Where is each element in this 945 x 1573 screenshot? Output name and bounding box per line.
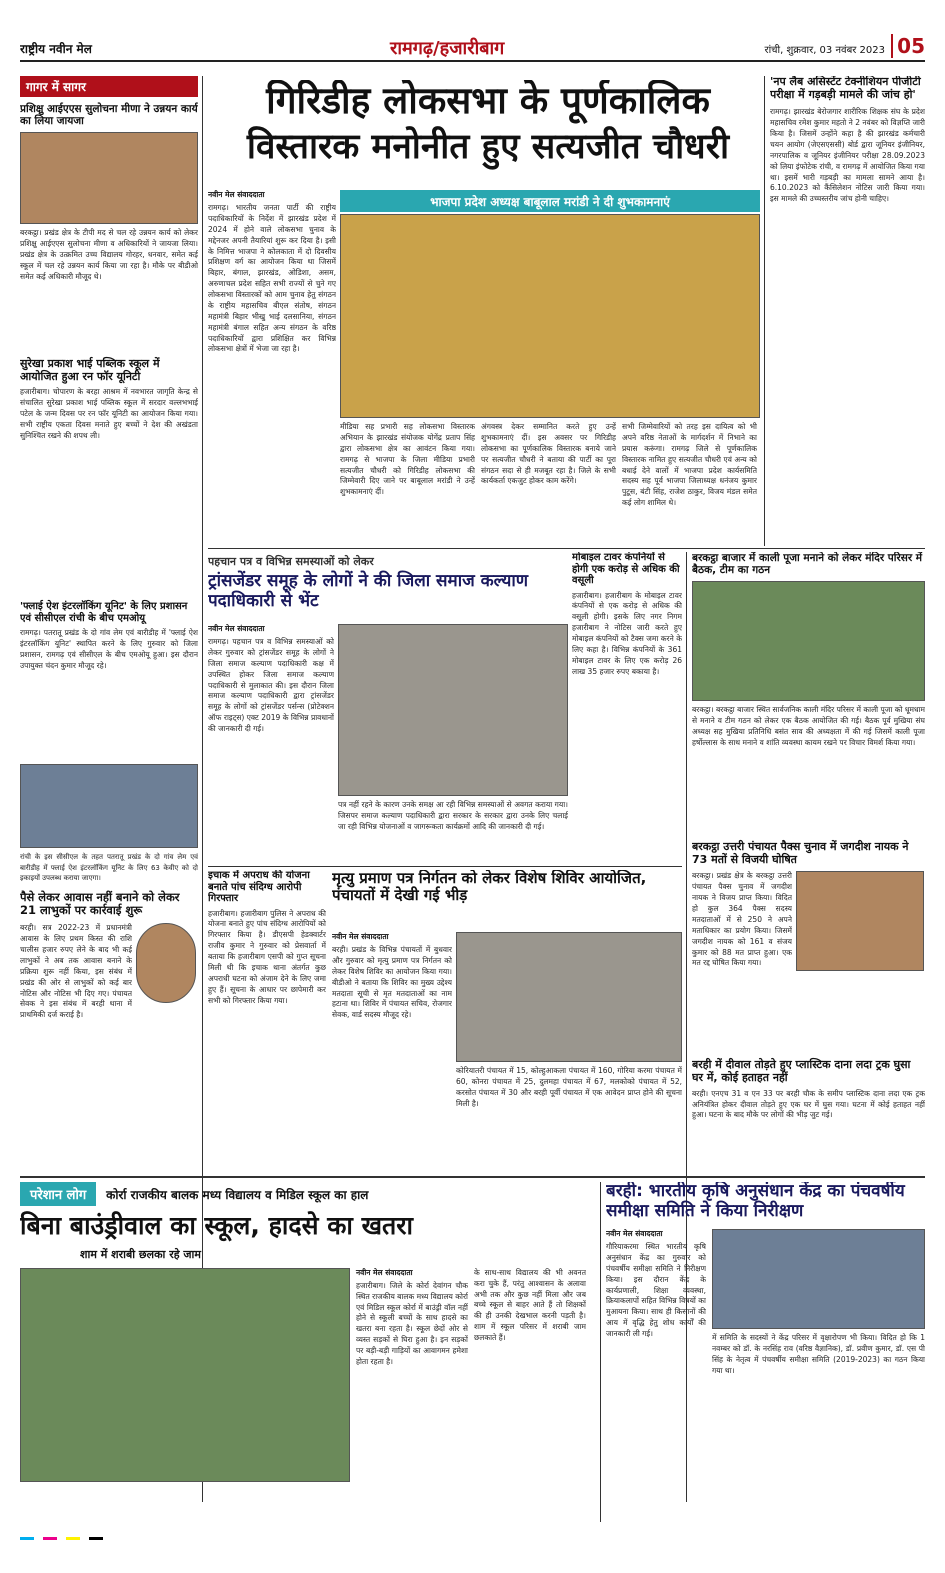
section-tag: परेशान लोग — [20, 1182, 96, 1206]
tower-story — [572, 552, 682, 862]
byline: नवीन मेल संवाददाता — [356, 1267, 413, 1277]
article-body: कोरियातरी पंचायत में 15, कोल्हुआकला पंचायत में 160, गोरिया करमा पंचायत में 60, कोनरा पंचायत में 25, दुलमहा पंचायत में 67, मलकोको पंचायत में 52, करसोत पंचायत में 30 और बरही पूर्वी पंचायत में एक आवेदन प्राप्त होने की सूचना मिली है। — [456, 1066, 682, 1108]
photo — [20, 764, 198, 848]
byline: नवीन मेल संवाददाता — [208, 190, 265, 199]
byline: नवीन मेल संवाददाता — [208, 624, 265, 633]
article-body: गौरियाकरमा स्थित भारतीय कृषि अनुसंधान केंद्र का गुरुवार को पंचवर्षीय समीक्षा समिति ने निरीक्षण किया। इस दौरान केंद्र के कार्यप्रणाली, शिक्षा व्यवस्था, क्रियाकलापों सहित विभिन्न विषयों का मुआयना किया। साथ ही किसानों की आय में वृद्धि हेतु शोध कार्यों की जानकारी ली गई। — [606, 1242, 706, 1339]
article-body: हजारीबाग। चोपारण के बरहा आश्रम में नवभारत जागृति केन्द्र से संचालित सुरेखा प्रकाश भाई पब्लिक स्कूल में सरदार वल्लभभाई पटेल के जन्म दिवस पर रन फॉर यूनिटी का आयोजन किया गया। सभी राष्ट्रीय एकता दिवस मनाते हुए बच्चों ने देश की अखंडता सुनिश्चित रखने की शपथ ली। — [20, 387, 198, 440]
kicker: पहचान पत्र व विभिन्न समस्याओं को लेकर — [208, 555, 374, 568]
column-divider — [764, 76, 765, 546]
headline: पैसे लेकर आवास नहीं बनाने को लेकर 21 लाभुकों पर कार्रवाई शुरू — [20, 889, 180, 918]
lead-subhead: भाजपा प्रदेश अध्यक्ष बाबूलाल मरांडी ने दी शुभकामनाएं — [340, 190, 760, 212]
headline: बरही: भारतीय कृषि अनुसंधान केंद्र का पंचवर्षीय समीक्षा समिति ने किया निरीक्षण — [606, 1182, 905, 1221]
article-body: के साथ-साथ विद्यालय की भी अवनत करा चुके हैं, परंतु आश्वासन के अलावा अभी तक और कुछ नहीं मिला और जब बच्चे स्कूल से बाहर आते हैं तो शिक्षकों की ही उनकी देखभाल करनी पड़ती है। शाम में स्कूल परिसर में शराबी जाम छलकाते हैं। — [474, 1267, 586, 1342]
portrait-photo — [136, 923, 196, 1003]
masthead — [20, 34, 925, 62]
photo — [712, 1229, 925, 1329]
headline: बरकट्ठा उत्तरी पंचायत पैक्स चुनाव में जगदीश नायक ने 73 मतों से विजयी घोषित — [692, 840, 909, 866]
article-body: हजारीबाग। जिले के कोर्रा देवांगन चौक स्थित राजकीय बालक मध्य विद्यालय कोर्रा एवं मिडिल स्कूल कोर्रा में बाउंड्री वॉल नहीं होने से स्कूली बच्चों के साथ हादसे का खतरा बना रहता है। स्कूल छेदों ओर से व्यस्त सड़कों से घिरा हुआ है। इन सड़कों पर बड़ी-बड़ी गाड़ियों का आवागमन हमेशा होता रहता है। — [356, 1280, 468, 1366]
headline: इचाक में अपराध की योजना बनाते पांच संदिग्ध आरोपी गिरफ्तार — [208, 870, 310, 904]
column-divider — [600, 1182, 601, 1522]
photo-caption: रांची के इस सीसीएल के तहत पतरातू प्रखंड के दो गांव लेम एवं बारीडीह में फ्लाई ऐश इंटरलॉकिंग यूनिट के लिए 63 केवीए को दो इकाइयों उपलब्ध कराया जाएगा। — [20, 853, 198, 882]
bottom-left-story — [20, 1182, 596, 1522]
registration-mark — [20, 1537, 34, 1540]
headline: सुरेखा प्रकाश भाई पब्लिक स्कूल में आयोजित हुआ रन फॉर यूनिटी — [20, 357, 160, 383]
print-registration-bar — [20, 1530, 925, 1540]
article-body: मीडिया सह प्रभारी सह लोकसभा विस्तारक अभियान के झारखंड संयोजक योगेंद्र प्रताप सिंह द्वारा लोकसभा क्षेत्र का आवंटन किया गया। रामगढ़ से भाजपा के जिला मीडिया प्रभारी सत्यजीत चौधरी को गिरिडीह लोकसभा की जिम्मेवारी दिए जाने पर बाबूलाल मरांडी ने उन्हें शुभकामनाएं दीं। — [340, 422, 475, 497]
death-col-1 — [332, 932, 452, 1172]
article-body: बरकट्ठा। बरकट्ठा बाजार स्थित सार्वजनिक काली मंदिर परिसर में काली पूजा को धूमधाम से मनाने व टीम गठन को लेकर एक बैठक आयोजित की गई। बैठक पूर्व मुखिया संघ अध्यक्ष सह मुखिया प्रतिनिधि बसंत साव की अध्यक्षता में की गई जिसमें काली पूजा हर्षोल्लास के साथ मनाने व शांति व्यवस्था कायम रखने पर विचार विमर्श किया गया। — [692, 705, 925, 747]
article-body: बरही। प्रखंड के विभिन्न पंचायतों में बुधवार और गुरुवार को मृत्यु प्रमाण पत्र निर्गतन को लेकर विशेष शिविर का आयोजन किया गया। बीडीओ ने बताया कि शिविर का मुख्य उद्देश्य मतदाता सूची से मृत मतदाताओं का नाम हटाना था। शिविर में पंचायत सचिव, रोजगार सेवक, वार्ड सदस्य मौजूद रहे। — [332, 945, 452, 1020]
registration-mark — [89, 1537, 103, 1540]
headline: बरही में दीवाल तोड़ते हुए प्लास्टिक दाना लदा ट्रक घुसा घर में, कोई हताहत नहीं — [692, 1058, 911, 1085]
lead-photo — [340, 214, 760, 418]
article-body: रामगढ़। पतरातू प्रखंड के दो गांव लेम एवं बारीडीह में 'फ्लाई ऐश इंटरलॉकिंग यूनिट' स्थापित करने के लिए गुरुवार को जिला प्रशासन, रामगढ़ एवं सीसीएल के बीच एमओयू हुआ। इस दौरान उपायुक्त चंदन कुमार मौजूद रहे। — [20, 628, 198, 671]
subhead: शाम में शराबी छलका रहे जाम — [80, 1247, 201, 1261]
headline: ट्रांसजेंडर समूह के लोगों ने की जिला समाज कल्याण पदाधिकारी से भेंट — [208, 571, 529, 611]
photo — [20, 132, 198, 224]
registration-mark — [43, 1537, 57, 1540]
article-body: रामगढ़। भारतीय जनता पार्टी की राष्ट्रीय पदाधिकारियों के निर्देश में झारखंड प्रदेश में 2024 में होने वाले लोकसभा चुनाव के मद्देनजर अपनी तैयारियां शुरू कर दिया है। इसी के निमित्त भाजपा ने कोलकाता में दो दिवसीय प्रशिक्षण वर्ग का आयोजन किया था जिसमें बिहार, बंगाल, झारखंड, ओडिशा, असम, अरुणाचल प्रदेश सहित सभी राज्यों से चुने गए लोकसभा विस्तारकों को आम चुनाव हेतु संगठन के राष्ट्रीय महासचिव बीएल संतोष, संगठन महामंत्री बिहार भीखु भाई दलसानिया, संगठन महामंत्री बंगाल सहित अन्य संगठन के वरिष्ठ पदाधिकारियों द्वारा प्रशिक्षित कर विभिन्न लोकसभा क्षेत्रों में भेजा जा रहा है। — [208, 203, 336, 354]
headline: बिना बाउंड्रीवाल का स्कूल, हादसे का खतरा — [20, 1211, 413, 1240]
headline: प्रशिक्षु आईएएस सुलोचना मीणा ने उन्नयन कार्य का लिया जायजा — [20, 103, 198, 128]
article-body: सभी जिम्मेवारियों को तरह इस दायित्व को भी अपने वरिष्ठ नेताओं के मार्गदर्शन में निभाने का प्रयास करूंगा। रामगढ़ जिले से पूर्णकालिक विस्तारक नामित हुए सत्यजीत चौधरी एवं अन्य को बधाई देने वालों में भाजपा प्रदेश कार्यसमिति सदस्य सह पूर्व भाजपा जिलाध्यक्ष धनंजय कुमार पुटूस, बंटी सिंह, राजेश ठाकुर, विजय मंडल समेत कई लोग शामिल थे। — [622, 422, 757, 508]
article-body: बरकट्ठा। प्रखंड क्षेत्र के टीपी मद से चल रहे उन्नयन कार्य को लेकर प्रशिक्षु आईएएस सुलोचना मीणा व अधिकारियों ने जायजा लिया। प्रखंड क्षेत्र के उत्क्रमित उच्च विद्यालय गोरहर, धनवार, समेत कई स्कूल में चल रहे उन्नयन कार्य किया जा रहा है। मौके पर बीडीओ समेत कई अधिकारी मौजूद थे। — [20, 228, 198, 281]
headline: बरकट्ठा बाजार में काली पूजा मनाने को लेकर मंदिर परिसर में बैठक, टीम का गठन — [692, 552, 923, 577]
headline: मृत्यु प्रमाण पत्र निर्गतन को लेकर विशेष शिविर आयोजित, पंचायतों में देखी गई भीड़ — [332, 870, 647, 905]
section-divider — [20, 1176, 925, 1178]
transgender-col-1 — [208, 624, 334, 864]
lead-headline-block — [208, 80, 768, 190]
dateline: रांची, शुक्रवार, 03 नवंबर 2023 — [764, 45, 885, 56]
page-number: 05 — [891, 34, 925, 58]
article-body: बरकट्ठा। प्रखंड क्षेत्र के बरकट्ठा उत्तरी पंचायत पैक्स चुनाव में जगदीश नायक ने विजय प्राप्त किया। विदित हो कुल 364 पैक्स सदस्य मतदाताओं में से 250 ने अपने मताधिकार का प्रयोग किया। जिसमें जगदीश नायक को 161 व संजय कुमार को 88 मत प्राप्त हुआ। एक मत रद्द घोषित किया गया। — [692, 871, 792, 968]
death-headline-block — [332, 870, 682, 930]
school-photo — [20, 1268, 350, 1482]
article-body: अंगवस्त्र देकर सम्मानित करते हुए उन्हें शुभकामनाएं दीं। इस अवसर पर गिरिडीह लोकसभा का पूर्णकालिक विस्तारक बनाये जाने पर सत्यजीत चौधरी ने बताया की पार्टी का पूरा संगठन सदा से ही मजबूत रहा है। जिले के सभी कार्यकर्ता एकजुट होकर काम करेंगे। — [481, 422, 616, 486]
registration-mark — [66, 1537, 80, 1540]
lead-headline: विस्तारक मनोनीत हुए सत्यजीत चौधरी — [246, 126, 730, 167]
photo — [456, 932, 682, 1062]
article-body: रामगढ़। झारखंड बेरोजगार शारीरिक शिक्षक संघ के प्रदेश महासचिव रमेश कुमार महतो ने 2 नवंबर को विज्ञप्ति जारी किया है। जिसमें उन्होंने कहा है की झारखंड कर्मचारी चयन आयोग (जेएसएससी) बोर्ड द्वारा जूनियर इंजीनियर, नगरपालिक व जूनियर इंजीनियर परीक्षा 28.09.2023 को लिया इंफोटेक रांची, व रामगढ़ में आयोजित किया गया था। इसमें भारी गड़बड़ी का मामला सामने आया है। 6.10.2023 को कैंसिलेशन नोटिस जारी किया गया। इस मामले की उच्चस्तरीय जांच होनी चाहिए। — [770, 107, 925, 204]
article-body: बरही। एनएच 31 व एन 33 पर बरही चौक के समीप प्लास्टिक दाना लदा एक ट्रक अनियंत्रित होकर दीवाल तोड़ते हुए एक घर में घुस गया। घटना में कोई हताहत नहीं हुआ। घटना के बाद मौके पर लोगों की भीड़ जुट गई। — [692, 1088, 925, 1120]
lead-body-cols — [340, 422, 760, 542]
article-body: हजारीबाग। हजारीबाग के मोबाइल टावर कंपनियों से एक करोड़ से अधिक की वसूली होगी। इसके लिए नगर निगम हजारीबाग ने नोटिस जारी करते हुए मोबाइल कंपनियों को टैक्स जमा करने के लिए कहा है। विभिन्न कंपनियों के 361 मोबाइल टावर के लिए एक करोड़ 26 लाख 35 हजार रुपए बकाया है। — [572, 590, 682, 676]
article-body: में समिति के सदस्यों ने केंद्र परिसर में वृक्षारोपण भी किया। विदित हो कि 1 नवम्बर को डॉ. के नरसिंह राव (वरिष्ठ वैज्ञानिक), डॉ. प्रवीण कुमार, डॉ. एस पी सिंह के नेतृत्व में पंचवर्षीय समीक्षा समिति (2019-2023) का गठन किया गया था। — [712, 1333, 925, 1375]
photo — [796, 871, 924, 971]
kicker: कोर्रा राजकीय बालक मध्य विद्यालय व मिडिल स्कूल का हाल — [106, 1187, 369, 1202]
article-body: पत्र नहीं रहने के कारण उनके समक्ष आ रही विभिन्न समस्याओं से अवगत कराया गया। जिसपर समाज कल्याण पदाधिकारी द्वारा सरकार के सरकार द्वारा उनके लिए चलाई जा रही विभिन्न योजनाओं व जागरूकता कार्यक्रमों आदि की जानकारी दी गई। — [338, 800, 568, 831]
right-column-top — [770, 76, 925, 546]
headline: 'नप लैब असिस्टेंट टेक्नीशियन पीजीटी परीक्षा में गड़बड़ी मामले की जांच हो' — [770, 76, 921, 101]
headline: 'फ्लाई ऐश इंटरलॉकिंग यूनिट' के लिए प्रशासन एवं सीसीएल रांची के बीच एमओयू — [20, 601, 188, 624]
crime-story — [208, 870, 326, 1170]
headline: मोबाइल टावर कंपनियों से होगी एक करोड़ से अधिक की वसूली — [572, 552, 680, 586]
paper-name: राष्ट्रीय नवीन मेल — [20, 42, 92, 56]
lead-headline: गिरिडीह लोकसभा के पूर्णकालिक — [266, 80, 710, 122]
section-divider — [208, 866, 682, 867]
lead-col-1 — [208, 190, 336, 560]
article-body: हजारीबाग। हजारीबाग पुलिस ने अपराध की योजना बनाते हुए पांच संदिग्ध आरोपियों को गिरफ्तार किया है। डीएसपी हेडक्वार्टर राजीव कुमार ने गुरुवार को प्रेसवार्ता में बताया कि हजारीबाग एसपी को गुप्त सूचना मिली थी कि इचाक थाना अंतर्गत कुछ अपराधी घटना को अंजाम देने के लिए जमा हुए हैं। सूचना के आधार पर छापेमारी कर सभी को गिरफ्तार किया गया। — [208, 908, 326, 1005]
transgender-photo — [338, 624, 568, 796]
byline: नवीन मेल संवाददाता — [332, 932, 389, 941]
article-body: बरही। सत्र 2022-23 में प्रधानमंत्री आवास के लिए प्रथम किस्त की राशि चालीस हजार रुपए लेने के बाद भी कई लाभुकों ने अब तक आवास बनाने के प्रक्रिया शुरू नहीं किया, इस संबंध में प्रखंड की ओर से लाभुकों को कई बार नोटिस और नोटिस भी दिए गए। पंचायत सेवक ने इस संबंध में बरही थाना में प्राथमिकी दर्ज कराई है। — [20, 923, 132, 1020]
transgender-headline-block — [208, 554, 568, 620]
byline: नवीन मेल संवाददाता — [606, 1229, 663, 1239]
section-tag: गागर में सागर — [20, 76, 198, 97]
section-title: रामगढ़/हजारीबाग — [390, 38, 505, 59]
section-divider — [208, 548, 925, 549]
article-body: रामगढ़। पहचान पत्र व विभिन्न समस्याओं को लेकर गुरुवार को ट्रांसजेंडर समूह के लोगों ने जिला समाज कल्याण पदाधिकारी कक्ष में उपस्थित होकर जिला समाज कल्याण पदाधिकारी से मुलाकात की। इस दौरान जिला समाज कल्याण पदाधिकारी द्वारा ट्रांसजेंडर समूह के लोगों को ट्रांसजेंडर पर्सन्स (प्रोटेक्शन ऑफ राइट्स) एक्ट 2019 के विभिन्न प्रावधानों की जानकारी दी गई। — [208, 637, 334, 733]
bottom-right-story — [606, 1182, 925, 1522]
photo — [692, 581, 925, 701]
